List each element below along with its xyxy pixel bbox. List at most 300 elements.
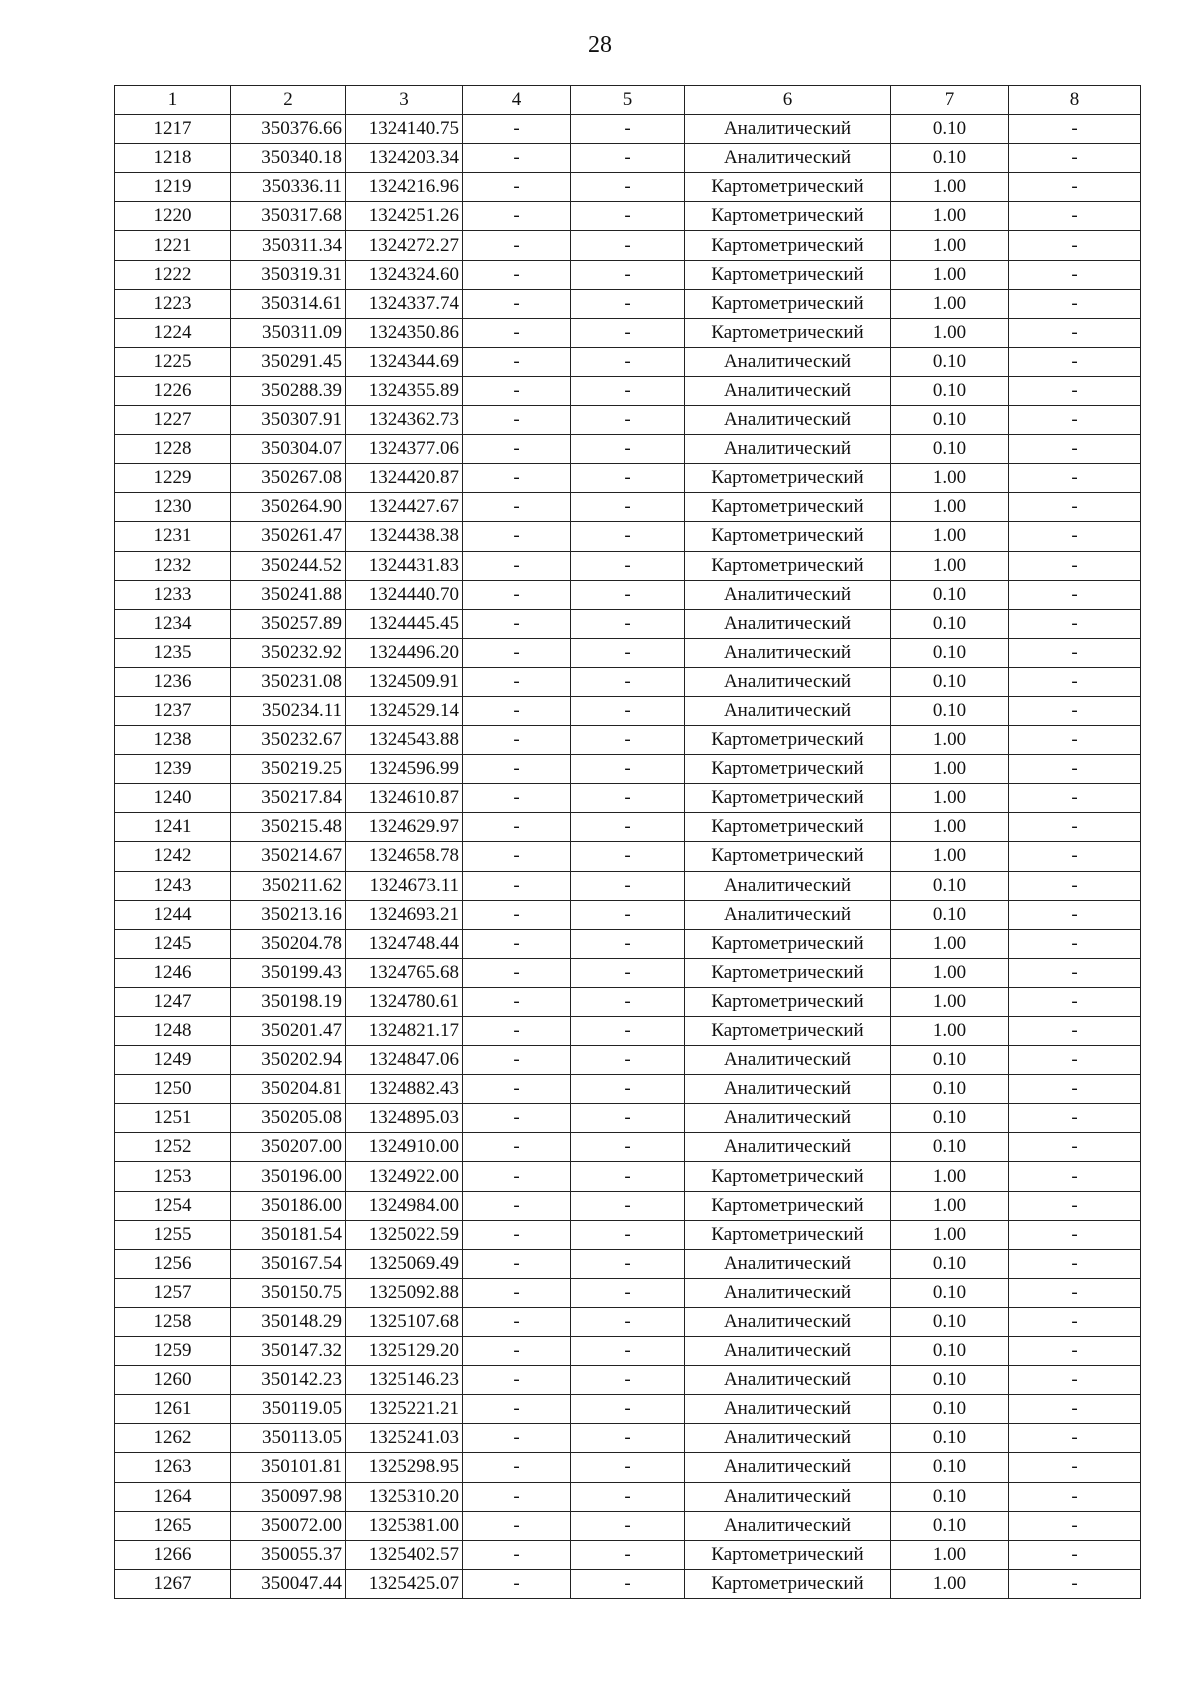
- point-number-cell: 1259: [115, 1337, 231, 1366]
- column-4-cell: -: [463, 580, 571, 609]
- column-4-cell: -: [463, 260, 571, 289]
- column-8-cell: -: [1009, 318, 1141, 347]
- accuracy-cell: 1.00: [891, 464, 1009, 493]
- y-coordinate-cell: 1325402.57: [346, 1540, 463, 1569]
- header-row: [115, 86, 1141, 115]
- y-coordinate-cell: 1325129.20: [346, 1337, 463, 1366]
- method-cell: Аналитический: [685, 1278, 891, 1307]
- column-4-cell: -: [463, 376, 571, 405]
- accuracy-cell: 1.00: [891, 784, 1009, 813]
- method-cell: Аналитический: [685, 580, 891, 609]
- column-5-cell: -: [571, 1162, 685, 1191]
- column-5-cell: -: [571, 551, 685, 580]
- y-coordinate-cell: 1324350.86: [346, 318, 463, 347]
- column-8-cell: -: [1009, 1540, 1141, 1569]
- method-cell: Аналитический: [685, 871, 891, 900]
- x-coordinate-cell: 350150.75: [231, 1278, 346, 1307]
- y-coordinate-cell: 1324355.89: [346, 376, 463, 405]
- method-cell: Аналитический: [685, 609, 891, 638]
- method-cell: Аналитический: [685, 406, 891, 435]
- method-cell: Картометрический: [685, 1191, 891, 1220]
- y-coordinate-cell: 1324251.26: [346, 202, 463, 231]
- table-row: [115, 435, 1141, 464]
- accuracy-cell: 0.10: [891, 900, 1009, 929]
- point-number-cell: 1231: [115, 522, 231, 551]
- point-number-cell: 1226: [115, 376, 231, 405]
- accuracy-cell: 1.00: [891, 1162, 1009, 1191]
- x-coordinate-cell: 350311.09: [231, 318, 346, 347]
- x-coordinate-cell: 350199.43: [231, 958, 346, 987]
- y-coordinate-cell: 1325092.88: [346, 1278, 463, 1307]
- y-coordinate-cell: 1324543.88: [346, 726, 463, 755]
- accuracy-cell: 0.10: [891, 1133, 1009, 1162]
- x-coordinate-cell: 350055.37: [231, 1540, 346, 1569]
- point-number-cell: 1265: [115, 1511, 231, 1540]
- accuracy-cell: 0.10: [891, 638, 1009, 667]
- column-8-cell: -: [1009, 726, 1141, 755]
- point-number-cell: 1225: [115, 347, 231, 376]
- column-4-cell: -: [463, 144, 571, 173]
- point-number-cell: 1237: [115, 696, 231, 725]
- column-8-cell: -: [1009, 231, 1141, 260]
- y-coordinate-cell: 1324780.61: [346, 987, 463, 1016]
- table-row: [115, 1017, 1141, 1046]
- accuracy-cell: 1.00: [891, 289, 1009, 318]
- method-cell: Картометрический: [685, 813, 891, 842]
- y-coordinate-cell: 1325022.59: [346, 1220, 463, 1249]
- y-coordinate-cell: 1324658.78: [346, 842, 463, 871]
- column-5-cell: -: [571, 1249, 685, 1278]
- column-5-cell: -: [571, 202, 685, 231]
- column-8-cell: -: [1009, 1366, 1141, 1395]
- point-number-cell: 1229: [115, 464, 231, 493]
- column-5-cell: -: [571, 173, 685, 202]
- column-4-cell: -: [463, 173, 571, 202]
- point-number-cell: 1239: [115, 755, 231, 784]
- y-coordinate-cell: 1325241.03: [346, 1424, 463, 1453]
- column-5-cell: -: [571, 1511, 685, 1540]
- column-4-cell: -: [463, 813, 571, 842]
- table-row: [115, 1540, 1141, 1569]
- column-8-cell: -: [1009, 929, 1141, 958]
- method-cell: Картометрический: [685, 202, 891, 231]
- column-header-7: 7: [891, 86, 1009, 115]
- column-4-cell: -: [463, 464, 571, 493]
- method-cell: Картометрический: [685, 958, 891, 987]
- column-header-1: 1: [115, 86, 231, 115]
- point-number-cell: 1234: [115, 609, 231, 638]
- method-cell: Картометрический: [685, 173, 891, 202]
- x-coordinate-cell: 350113.05: [231, 1424, 346, 1453]
- column-8-cell: -: [1009, 1453, 1141, 1482]
- column-8-cell: -: [1009, 1104, 1141, 1133]
- column-8-cell: -: [1009, 173, 1141, 202]
- accuracy-cell: 1.00: [891, 522, 1009, 551]
- point-number-cell: 1238: [115, 726, 231, 755]
- accuracy-cell: 0.10: [891, 1046, 1009, 1075]
- accuracy-cell: 0.10: [891, 1366, 1009, 1395]
- y-coordinate-cell: 1324344.69: [346, 347, 463, 376]
- column-8-cell: -: [1009, 435, 1141, 464]
- accuracy-cell: 0.10: [891, 609, 1009, 638]
- column-5-cell: -: [571, 1075, 685, 1104]
- column-header-2: 2: [231, 86, 346, 115]
- table-row: [115, 1162, 1141, 1191]
- table-row: [115, 1075, 1141, 1104]
- accuracy-cell: 0.10: [891, 1453, 1009, 1482]
- column-5-cell: -: [571, 987, 685, 1016]
- point-number-cell: 1223: [115, 289, 231, 318]
- column-8-cell: -: [1009, 1395, 1141, 1424]
- column-4-cell: -: [463, 638, 571, 667]
- column-4-cell: -: [463, 1104, 571, 1133]
- y-coordinate-cell: 1324847.06: [346, 1046, 463, 1075]
- column-8-cell: -: [1009, 202, 1141, 231]
- column-5-cell: -: [571, 1017, 685, 1046]
- column-8-cell: -: [1009, 609, 1141, 638]
- point-number-cell: 1244: [115, 900, 231, 929]
- column-4-cell: -: [463, 1453, 571, 1482]
- table-row: [115, 1511, 1141, 1540]
- x-coordinate-cell: 350288.39: [231, 376, 346, 405]
- point-number-cell: 1255: [115, 1220, 231, 1249]
- point-number-cell: 1220: [115, 202, 231, 231]
- table-row: [115, 202, 1141, 231]
- column-8-cell: -: [1009, 1511, 1141, 1540]
- y-coordinate-cell: 1324337.74: [346, 289, 463, 318]
- accuracy-cell: 0.10: [891, 1395, 1009, 1424]
- column-8-cell: -: [1009, 1191, 1141, 1220]
- column-8-cell: -: [1009, 1307, 1141, 1336]
- column-8-cell: -: [1009, 987, 1141, 1016]
- y-coordinate-cell: 1325107.68: [346, 1307, 463, 1336]
- column-4-cell: -: [463, 1424, 571, 1453]
- y-coordinate-cell: 1324529.14: [346, 696, 463, 725]
- column-5-cell: -: [571, 1191, 685, 1220]
- accuracy-cell: 1.00: [891, 813, 1009, 842]
- x-coordinate-cell: 350217.84: [231, 784, 346, 813]
- table-row: [115, 144, 1141, 173]
- accuracy-cell: 0.10: [891, 871, 1009, 900]
- method-cell: Аналитический: [685, 1307, 891, 1336]
- y-coordinate-cell: 1324496.20: [346, 638, 463, 667]
- column-4-cell: -: [463, 1162, 571, 1191]
- table-row: [115, 115, 1141, 144]
- column-header-4: 4: [463, 86, 571, 115]
- accuracy-cell: 0.10: [891, 435, 1009, 464]
- y-coordinate-cell: 1324895.03: [346, 1104, 463, 1133]
- column-5-cell: -: [571, 696, 685, 725]
- method-cell: Картометрический: [685, 726, 891, 755]
- column-5-cell: -: [571, 289, 685, 318]
- table-row: [115, 726, 1141, 755]
- table-row: [115, 842, 1141, 871]
- column-5-cell: -: [571, 1278, 685, 1307]
- column-5-cell: -: [571, 958, 685, 987]
- x-coordinate-cell: 350340.18: [231, 144, 346, 173]
- method-cell: Картометрический: [685, 260, 891, 289]
- accuracy-cell: 0.10: [891, 376, 1009, 405]
- accuracy-cell: 1.00: [891, 202, 1009, 231]
- accuracy-cell: 1.00: [891, 231, 1009, 260]
- column-5-cell: -: [571, 726, 685, 755]
- column-8-cell: -: [1009, 1046, 1141, 1075]
- column-4-cell: -: [463, 1511, 571, 1540]
- column-header-6: 6: [685, 86, 891, 115]
- column-8-cell: -: [1009, 1017, 1141, 1046]
- table-row: [115, 376, 1141, 405]
- method-cell: Картометрический: [685, 1540, 891, 1569]
- point-number-cell: 1254: [115, 1191, 231, 1220]
- column-4-cell: -: [463, 1366, 571, 1395]
- y-coordinate-cell: 1325146.23: [346, 1366, 463, 1395]
- method-cell: Картометрический: [685, 784, 891, 813]
- point-number-cell: 1251: [115, 1104, 231, 1133]
- point-number-cell: 1224: [115, 318, 231, 347]
- column-8-cell: -: [1009, 958, 1141, 987]
- y-coordinate-cell: 1324610.87: [346, 784, 463, 813]
- table-row: [115, 1191, 1141, 1220]
- table-row: [115, 871, 1141, 900]
- method-cell: Картометрический: [685, 551, 891, 580]
- point-number-cell: 1252: [115, 1133, 231, 1162]
- method-cell: Картометрический: [685, 1017, 891, 1046]
- column-4-cell: -: [463, 1540, 571, 1569]
- y-coordinate-cell: 1324216.96: [346, 173, 463, 202]
- y-coordinate-cell: 1324922.00: [346, 1162, 463, 1191]
- x-coordinate-cell: 350304.07: [231, 435, 346, 464]
- column-5-cell: -: [571, 347, 685, 376]
- column-8-cell: -: [1009, 1249, 1141, 1278]
- x-coordinate-cell: 350231.08: [231, 667, 346, 696]
- y-coordinate-cell: 1324140.75: [346, 115, 463, 144]
- column-5-cell: -: [571, 144, 685, 173]
- column-8-cell: -: [1009, 289, 1141, 318]
- column-8-cell: -: [1009, 1162, 1141, 1191]
- y-coordinate-cell: 1325425.07: [346, 1569, 463, 1598]
- x-coordinate-cell: 350319.31: [231, 260, 346, 289]
- column-4-cell: -: [463, 958, 571, 987]
- point-number-cell: 1228: [115, 435, 231, 464]
- column-5-cell: -: [571, 1220, 685, 1249]
- column-5-cell: -: [571, 1395, 685, 1424]
- accuracy-cell: 1.00: [891, 1017, 1009, 1046]
- x-coordinate-cell: 350148.29: [231, 1307, 346, 1336]
- x-coordinate-cell: 350314.61: [231, 289, 346, 318]
- column-8-cell: -: [1009, 1424, 1141, 1453]
- accuracy-cell: 0.10: [891, 1104, 1009, 1133]
- method-cell: Картометрический: [685, 755, 891, 784]
- method-cell: Аналитический: [685, 900, 891, 929]
- point-number-cell: 1240: [115, 784, 231, 813]
- column-5-cell: -: [571, 318, 685, 347]
- column-8-cell: -: [1009, 755, 1141, 784]
- column-5-cell: -: [571, 1133, 685, 1162]
- y-coordinate-cell: 1324984.00: [346, 1191, 463, 1220]
- column-4-cell: -: [463, 289, 571, 318]
- point-number-cell: 1221: [115, 231, 231, 260]
- column-5-cell: -: [571, 1569, 685, 1598]
- point-number-cell: 1243: [115, 871, 231, 900]
- table-row: [115, 900, 1141, 929]
- table-row: [115, 406, 1141, 435]
- column-5-cell: -: [571, 493, 685, 522]
- column-5-cell: -: [571, 1337, 685, 1366]
- y-coordinate-cell: 1324272.27: [346, 231, 463, 260]
- x-coordinate-cell: 350196.00: [231, 1162, 346, 1191]
- x-coordinate-cell: 350267.08: [231, 464, 346, 493]
- table-row: [115, 522, 1141, 551]
- column-4-cell: -: [463, 1569, 571, 1598]
- column-4-cell: -: [463, 755, 571, 784]
- method-cell: Аналитический: [685, 1075, 891, 1104]
- column-8-cell: -: [1009, 347, 1141, 376]
- accuracy-cell: 0.10: [891, 1337, 1009, 1366]
- table-row: [115, 318, 1141, 347]
- x-coordinate-cell: 350317.68: [231, 202, 346, 231]
- method-cell: Аналитический: [685, 1453, 891, 1482]
- column-8-cell: -: [1009, 376, 1141, 405]
- column-5-cell: -: [571, 1482, 685, 1511]
- x-coordinate-cell: 350264.90: [231, 493, 346, 522]
- column-5-cell: -: [571, 755, 685, 784]
- coordinates-table: [114, 85, 1141, 1599]
- accuracy-cell: 0.10: [891, 144, 1009, 173]
- accuracy-cell: 1.00: [891, 551, 1009, 580]
- y-coordinate-cell: 1324362.73: [346, 406, 463, 435]
- method-cell: Аналитический: [685, 144, 891, 173]
- column-8-cell: -: [1009, 1220, 1141, 1249]
- accuracy-cell: 1.00: [891, 1569, 1009, 1598]
- column-4-cell: -: [463, 667, 571, 696]
- table-row: [115, 638, 1141, 667]
- table-row: [115, 1366, 1141, 1395]
- accuracy-cell: 0.10: [891, 115, 1009, 144]
- point-number-cell: 1218: [115, 144, 231, 173]
- method-cell: Аналитический: [685, 1424, 891, 1453]
- x-coordinate-cell: 350198.19: [231, 987, 346, 1016]
- column-4-cell: -: [463, 871, 571, 900]
- table-row: [115, 289, 1141, 318]
- column-4-cell: -: [463, 318, 571, 347]
- column-5-cell: -: [571, 609, 685, 638]
- method-cell: Аналитический: [685, 435, 891, 464]
- method-cell: Аналитический: [685, 638, 891, 667]
- table-row: [115, 1220, 1141, 1249]
- table-row: [115, 260, 1141, 289]
- column-4-cell: -: [463, 609, 571, 638]
- column-8-cell: -: [1009, 784, 1141, 813]
- column-5-cell: -: [571, 406, 685, 435]
- column-8-cell: -: [1009, 115, 1141, 144]
- column-4-cell: -: [463, 347, 571, 376]
- accuracy-cell: 0.10: [891, 406, 1009, 435]
- point-number-cell: 1266: [115, 1540, 231, 1569]
- method-cell: Аналитический: [685, 1511, 891, 1540]
- method-cell: Аналитический: [685, 347, 891, 376]
- method-cell: Аналитический: [685, 115, 891, 144]
- table-row: [115, 1307, 1141, 1336]
- column-5-cell: -: [571, 1453, 685, 1482]
- column-5-cell: -: [571, 667, 685, 696]
- point-number-cell: 1267: [115, 1569, 231, 1598]
- point-number-cell: 1235: [115, 638, 231, 667]
- method-cell: Аналитический: [685, 1249, 891, 1278]
- y-coordinate-cell: 1324445.45: [346, 609, 463, 638]
- table-row: [115, 347, 1141, 376]
- column-4-cell: -: [463, 1278, 571, 1307]
- point-number-cell: 1217: [115, 115, 231, 144]
- y-coordinate-cell: 1325298.95: [346, 1453, 463, 1482]
- accuracy-cell: 1.00: [891, 1220, 1009, 1249]
- method-cell: Картометрический: [685, 493, 891, 522]
- x-coordinate-cell: 350205.08: [231, 1104, 346, 1133]
- y-coordinate-cell: 1325069.49: [346, 1249, 463, 1278]
- column-5-cell: -: [571, 580, 685, 609]
- x-coordinate-cell: 350142.23: [231, 1366, 346, 1395]
- column-5-cell: -: [571, 842, 685, 871]
- column-4-cell: -: [463, 1307, 571, 1336]
- table-row: [115, 1424, 1141, 1453]
- x-coordinate-cell: 350119.05: [231, 1395, 346, 1424]
- column-8-cell: -: [1009, 696, 1141, 725]
- method-cell: Картометрический: [685, 1569, 891, 1598]
- table-row: [115, 580, 1141, 609]
- accuracy-cell: 1.00: [891, 755, 1009, 784]
- method-cell: Картометрический: [685, 318, 891, 347]
- y-coordinate-cell: 1324693.21: [346, 900, 463, 929]
- column-8-cell: -: [1009, 1075, 1141, 1104]
- column-5-cell: -: [571, 464, 685, 493]
- column-8-cell: -: [1009, 464, 1141, 493]
- column-8-cell: -: [1009, 900, 1141, 929]
- y-coordinate-cell: 1324440.70: [346, 580, 463, 609]
- accuracy-cell: 1.00: [891, 493, 1009, 522]
- x-coordinate-cell: 350261.47: [231, 522, 346, 551]
- x-coordinate-cell: 350072.00: [231, 1511, 346, 1540]
- y-coordinate-cell: 1324509.91: [346, 667, 463, 696]
- table-row: [115, 609, 1141, 638]
- method-cell: Аналитический: [685, 376, 891, 405]
- point-number-cell: 1249: [115, 1046, 231, 1075]
- table-row: [115, 958, 1141, 987]
- x-coordinate-cell: 350202.94: [231, 1046, 346, 1075]
- x-coordinate-cell: 350311.34: [231, 231, 346, 260]
- table-row: [115, 1278, 1141, 1307]
- y-coordinate-cell: 1324324.60: [346, 260, 463, 289]
- column-5-cell: -: [571, 871, 685, 900]
- method-cell: Аналитический: [685, 696, 891, 725]
- column-4-cell: -: [463, 1075, 571, 1104]
- column-header-3: 3: [346, 86, 463, 115]
- point-number-cell: 1257: [115, 1278, 231, 1307]
- method-cell: Аналитический: [685, 1366, 891, 1395]
- accuracy-cell: 0.10: [891, 1424, 1009, 1453]
- accuracy-cell: 1.00: [891, 260, 1009, 289]
- y-coordinate-cell: 1324377.06: [346, 435, 463, 464]
- accuracy-cell: 0.10: [891, 667, 1009, 696]
- x-coordinate-cell: 350219.25: [231, 755, 346, 784]
- accuracy-cell: 1.00: [891, 929, 1009, 958]
- column-header-8: 8: [1009, 86, 1141, 115]
- column-4-cell: -: [463, 115, 571, 144]
- column-4-cell: -: [463, 1337, 571, 1366]
- y-coordinate-cell: 1324910.00: [346, 1133, 463, 1162]
- column-5-cell: -: [571, 435, 685, 464]
- table-row: [115, 813, 1141, 842]
- table-row: [115, 1104, 1141, 1133]
- table-row: [115, 755, 1141, 784]
